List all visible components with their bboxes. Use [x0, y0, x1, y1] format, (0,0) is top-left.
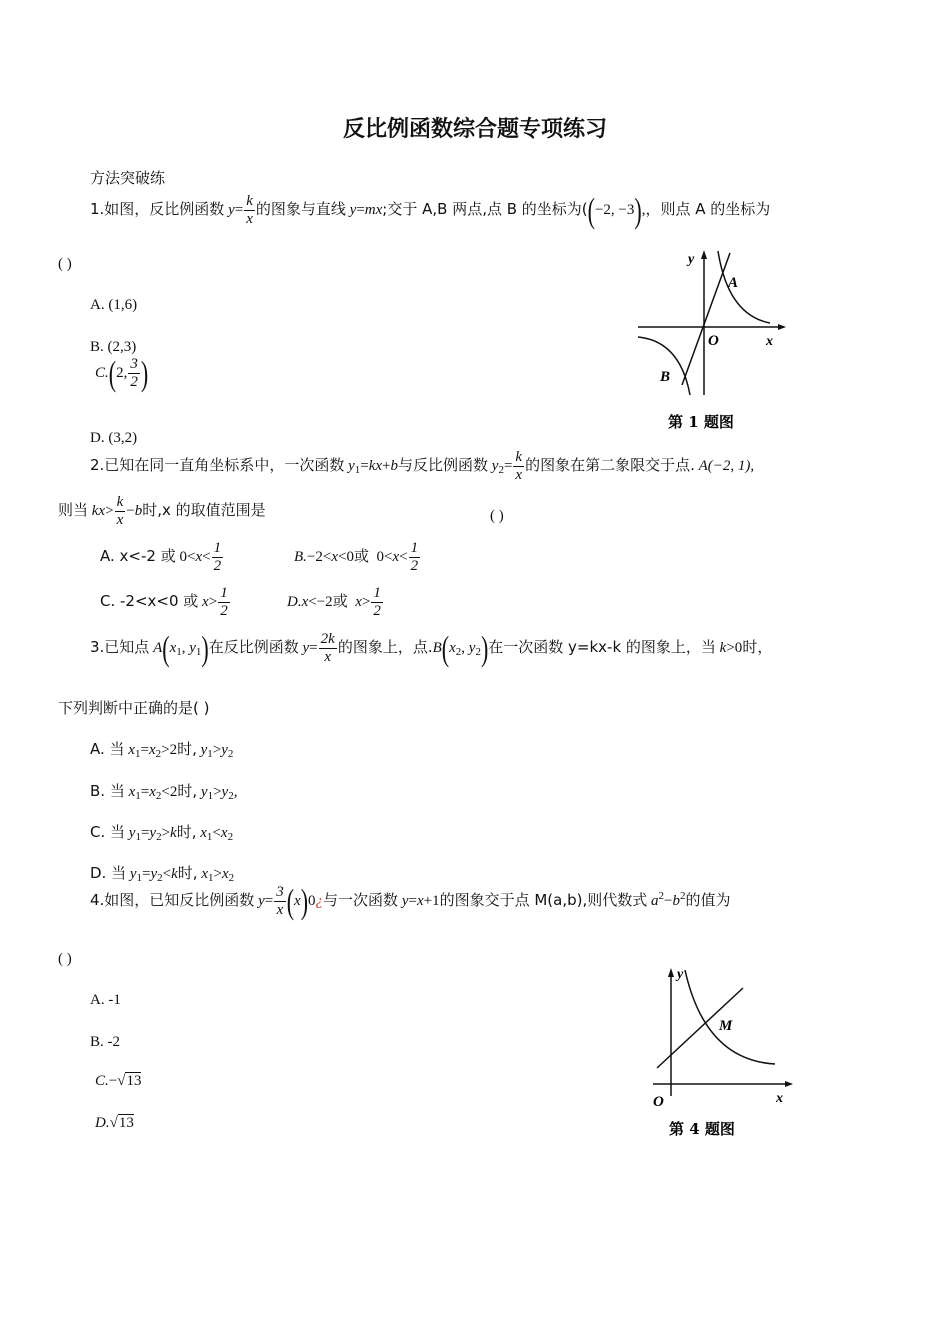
q4-option-a: A. -1: [90, 992, 121, 1008]
q4-option-d: D.√13: [95, 1115, 134, 1131]
fig1-label-y: y: [688, 252, 695, 267]
fig4-caption: 第 4 题图: [669, 1120, 735, 1138]
question-2-line2: 则当 kx> $\frac{k}{x}$ −b时,x 的取值范围是: [58, 494, 266, 528]
page-title: 反比例函数综合题专项练习: [342, 117, 607, 142]
fig1-line: [682, 253, 730, 385]
question-4-blank: ( ): [58, 951, 72, 967]
q2-option-c: C. -2<x<0 或 x> $\frac{1}{2}$: [100, 585, 228, 619]
fig1-x-arrow: [778, 324, 786, 330]
section-heading: 方法突破练: [90, 169, 166, 187]
question-2-blank: ( ): [490, 508, 504, 524]
q1-option-d: D. (3,2): [90, 430, 138, 446]
q4-option-c: C.−√13: [95, 1073, 142, 1089]
fig1-caption: 第 1 题图: [668, 413, 734, 431]
question-3: 3.已知点 $A(x_1$, $y_1$)在反比例函数 y= $\frac{2k}{x}$ 的图象上，点$.B(x_2$, $y_2$)在一次函数 y=kx-k 的图象上，当 k>0时，: [90, 627, 773, 668]
q4-option-b: B. -2: [90, 1034, 120, 1050]
q1-option-c: C.(2, $\frac{3}{2}$ ): [95, 352, 149, 393]
fig1-label-x: x: [766, 334, 773, 349]
question-3-line2: 下列判断中正确的是( ): [58, 699, 210, 717]
q3-option-d: D. 当 $y_1=y_2<k$时, $x_1>x_2$: [90, 864, 235, 884]
fig4-label-y: y: [677, 967, 684, 982]
fig1-label-a: A: [728, 275, 739, 291]
question-1-blank: ( ): [58, 256, 72, 272]
q3-option-b: B. 当 $x_1=x_2<2$时, $y_1>y_2$,: [90, 782, 238, 802]
q3-option-a: A. 当 $x_1=x_2>2$时, $y_1>y_2$: [90, 740, 234, 760]
fig4-label-m: M: [719, 1018, 733, 1034]
fig1-y-arrow: [701, 250, 707, 259]
question-4: 4.如图，已知反比例函数 y= $\frac{3}{x}$ (x)0¿与一次函数 y=x+1的图象交于点 M(a,b),则代数式 $a^2-b^2$的值为: [90, 880, 731, 921]
fig4-x-arrow: [785, 1081, 793, 1087]
question-1: 1.如图，反比例函数 y= $\frac{k}{x}$ 的图象与直线 y=mx;交于 A,B 两点,点 B 的坐标为((−2, −3),，则点 A 的坐标为: [90, 189, 771, 230]
fig1-curve-upper: [718, 251, 770, 323]
fig4-label-o: O: [653, 1094, 664, 1110]
fig1-label-b: B: [660, 369, 671, 385]
q3-option-c: C. 当 $y_1=y_2>k$时, $x_1<x_2$: [90, 823, 234, 843]
fig4-y-arrow: [668, 968, 674, 977]
q2-option-a: A. x<-2 或 0<x< $\frac{1}{2}$: [100, 540, 222, 574]
q1-option-b: B. (2,3): [90, 339, 137, 355]
question-2: 2.已知在同一直角坐标系中，一次函数 $y_1=kx+b$与反比例函数 $y_2=$ $\frac{k}{x}$ 的图象在第二象限交于点. A(−2, 1),: [90, 449, 755, 483]
q1-option-a: A. (1,6): [90, 297, 138, 313]
q2-option-b: B.−2<x<0或 0<x< $\frac{1}{2}$: [294, 540, 419, 574]
fig1-curve-lower: [638, 337, 690, 395]
q2-option-d: D.x<−2或 x> $\frac{1}{2}$: [287, 585, 381, 619]
fig1-label-o: O: [708, 333, 719, 349]
figure-4: [645, 962, 805, 1147]
fig4-curve: [685, 970, 775, 1064]
fig4-label-x: x: [776, 1091, 783, 1106]
figure-1: [630, 245, 790, 445]
